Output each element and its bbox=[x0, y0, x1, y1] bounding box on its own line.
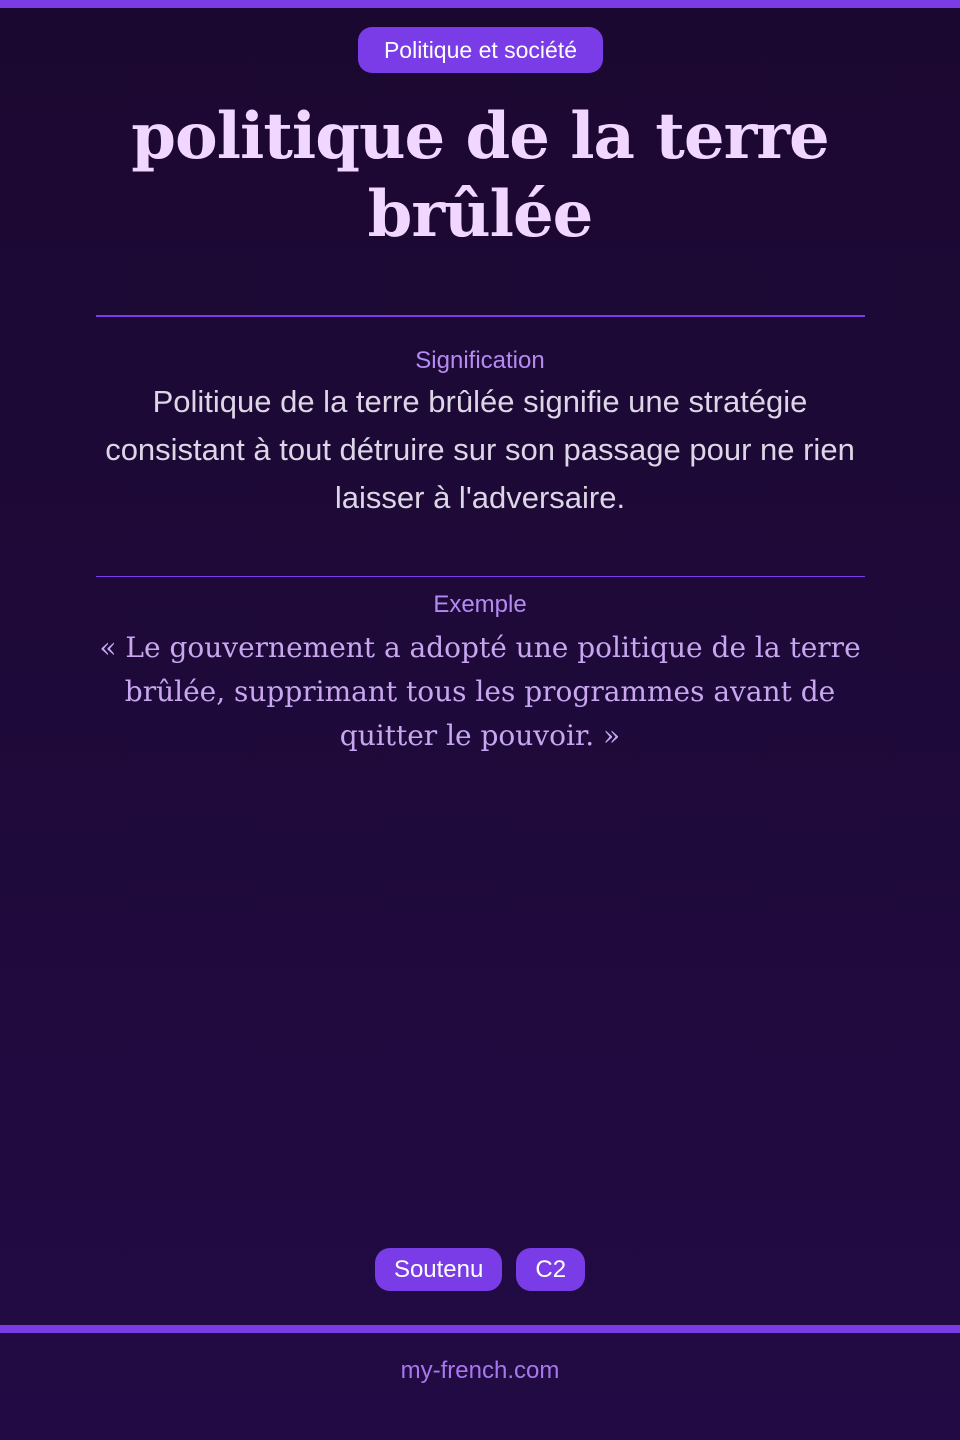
example-label: Exemple bbox=[433, 591, 527, 618]
divider-example bbox=[96, 576, 865, 577]
level-tag: C2 bbox=[516, 1248, 585, 1291]
bottom-accent-bar bbox=[0, 1325, 960, 1333]
category-badge: Politique et société bbox=[358, 27, 603, 73]
divider-meaning bbox=[96, 315, 865, 317]
tag-list bbox=[0, 1248, 960, 1291]
top-accent-bar bbox=[0, 0, 960, 8]
example-text: « Le gouvernement a adopté une politique de la terre brûlée, supprimant tous les programmes avant de quitter le pouvoir. » bbox=[99, 631, 861, 752]
expression-title: politique de la terre brûlée bbox=[131, 99, 829, 252]
footer-site: my-french.com bbox=[400, 1357, 560, 1384]
register-tag: Soutenu bbox=[375, 1248, 502, 1291]
meaning-text: Politique de la terre brûlée signifie une stratégie consistant à tout détruire sur son passage pour ne rien laisser à l'adversaire. bbox=[105, 384, 855, 515]
meaning-label: Signification bbox=[415, 347, 545, 374]
